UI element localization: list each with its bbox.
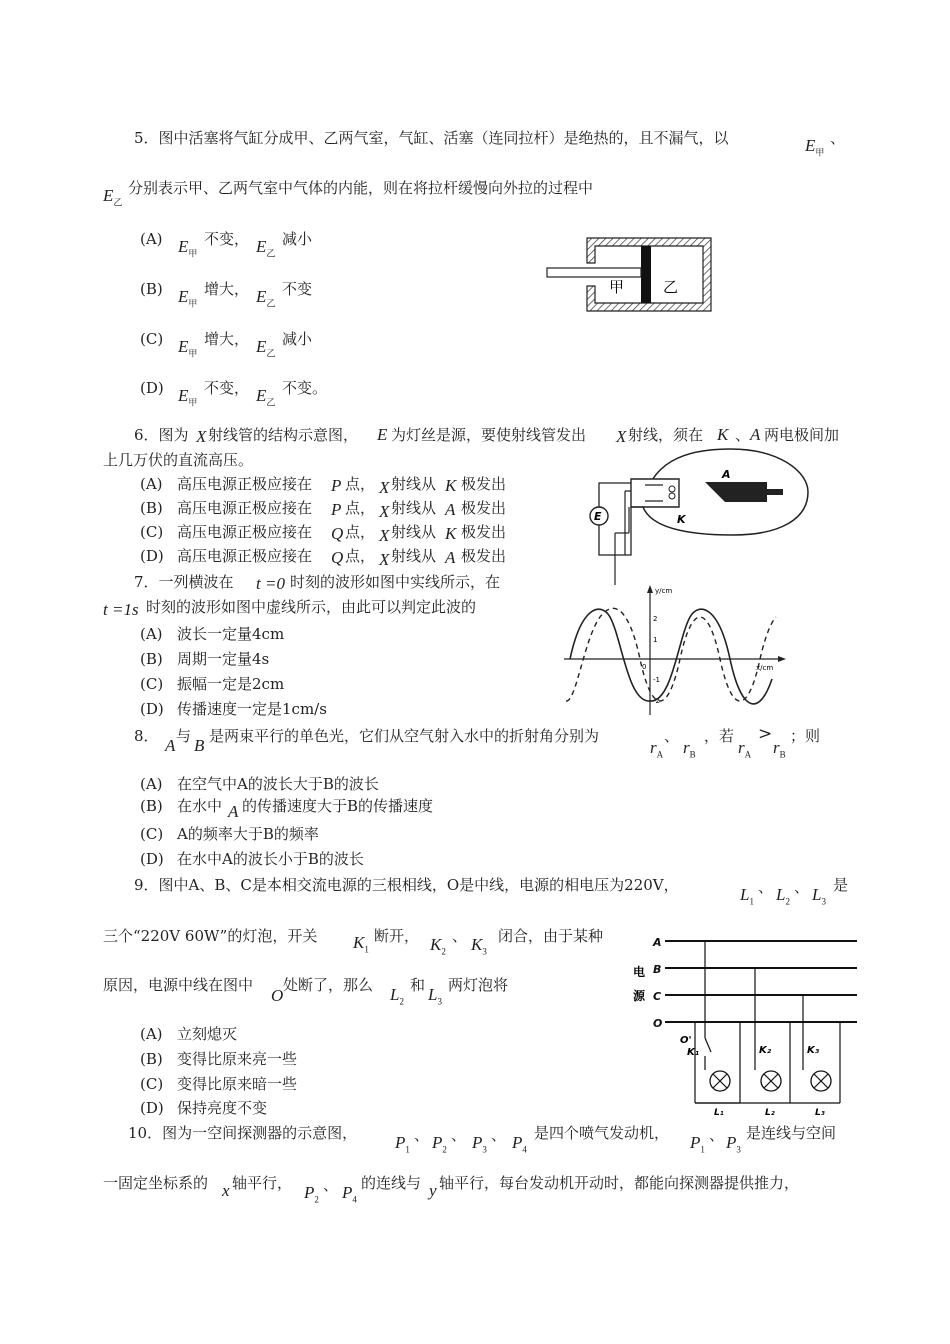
q9-stem-text: 闭合，由于某种 <box>498 927 604 945</box>
q9-var-k1: $K_1$ <box>353 933 369 955</box>
q6-stem-text: 射线，须在 <box>628 426 704 444</box>
q9-stem-text: 9．图中A、B、C是本相交流电源的三根相线，O是中线，电源的相电压为220V， <box>134 876 679 894</box>
option-text: 点， <box>345 547 376 565</box>
q10-var-p3: $P_3$ <box>726 1133 741 1155</box>
option-label: (C) <box>140 675 164 693</box>
q10-var-p3: $P_3$ <box>472 1133 487 1155</box>
q7-stem-text: 7．一列横波在 <box>134 573 234 591</box>
var-point: Q <box>331 548 344 567</box>
q5-stem-line1: 5．图中活塞将气缸分成甲、乙两气室，气缸、活塞（连同拉杆）是绝热的，且不漏气，以 <box>134 129 729 147</box>
option-text: 周期一定量4s <box>177 650 270 668</box>
q7-var-t1: t =1s <box>103 600 139 619</box>
option-text: 传播速度一定是1cm/s <box>177 700 327 718</box>
option-text: A的频率大于B的频率 <box>177 825 319 843</box>
option-text: 极发出 <box>461 499 507 517</box>
q6-sep: 、 <box>735 426 751 444</box>
source-label-1: 电 <box>633 965 646 979</box>
option-text: 在水中 <box>177 797 223 815</box>
option-text: 振幅一定是2cm <box>177 675 285 693</box>
q8-stem-text: 8． <box>134 727 159 745</box>
q5-fig-label-jia: 甲 <box>609 278 625 296</box>
option-text: 射线从 <box>391 523 437 541</box>
line-label-c: C <box>653 990 662 1003</box>
var-e-jia: $E_甲$ <box>178 287 198 309</box>
option-text: 点， <box>345 475 376 493</box>
q6-stem-text: 射线管的结构示意图， <box>208 426 359 444</box>
y-axis-label: y/cm <box>655 587 673 595</box>
switch-k2-label: K₂ <box>759 1045 772 1056</box>
q8-stem-text: ；则 <box>790 727 821 745</box>
var-e-jia: $E_甲$ <box>178 237 198 259</box>
option-text: 增大， <box>204 330 250 348</box>
option-text: 高压电源正极应接在 <box>177 475 313 493</box>
q9-stem-text: 三个“220V 60W”的灯泡，开关 <box>103 927 318 945</box>
q10-stem-text: 一固定坐标系的 <box>103 1174 209 1192</box>
q10-stem-text: 10．图为一空间探测器的示意图， <box>128 1124 358 1142</box>
q10-stem-text: 是四个喷气发动机， <box>534 1124 670 1142</box>
q9-var-l3: $L_3$ <box>428 985 442 1007</box>
q6-stem-text: 6．图为 <box>134 426 189 444</box>
q6-fig-label-e: E <box>594 510 602 523</box>
option-label: (C) <box>140 330 164 348</box>
option-text: 射线从 <box>391 547 437 565</box>
option-text: 减小 <box>282 230 313 248</box>
var-electrode: K <box>445 524 457 543</box>
q5-sep: 、 <box>830 129 846 147</box>
var-e-yi: $E_乙$ <box>256 287 276 309</box>
line-label-a: A <box>653 936 662 949</box>
var-e-yi: $E_乙$ <box>256 337 276 359</box>
q10-sep: 、 <box>709 1126 725 1144</box>
q10-stem-text: 的连线与 <box>361 1174 422 1192</box>
q5-fig-label-yi: 乙 <box>663 278 679 296</box>
option-text: 不变， <box>204 379 250 397</box>
q10-sep: 、 <box>491 1126 507 1144</box>
x-axis-label: x/cm <box>756 664 774 672</box>
option-text: 的传播速度大于B的传播速度 <box>242 797 434 815</box>
var-point: P <box>331 476 342 495</box>
option-text: 在空气中A的波长大于B的波长 <box>177 775 379 793</box>
option-text: 射线从 <box>391 499 437 517</box>
q9-stem-text: 是 <box>833 876 849 894</box>
q10-var-p2: $P_2$ <box>304 1183 319 1205</box>
q8-var-rb: $r_B$ <box>773 738 786 760</box>
q8-stem-text: ，若 <box>704 727 735 745</box>
q9-var-l2: $L_2$ <box>390 985 404 1007</box>
var-point: P <box>331 500 342 519</box>
var-x: X <box>379 526 390 545</box>
q6-stem-text: 为灯丝是源，要使射线管发出 <box>391 426 587 444</box>
q8-stem-text: 是两束平行的单色光，它们从空气射入水中的折射角分别为 <box>209 727 600 745</box>
q9-sep: 、 <box>794 878 810 896</box>
var-e-yi: $E_乙$ <box>256 237 276 259</box>
var-x: X <box>379 550 390 569</box>
var-electrode: A <box>445 500 456 519</box>
q7-stem-text: 时刻的波形如图中实线所示，在 <box>290 573 501 591</box>
origin-label: 0 <box>642 663 647 671</box>
q5-cylinder-figure <box>545 235 715 315</box>
q9-stem-text: 原因，电源中线在图中 <box>103 976 254 994</box>
option-text: 不变。 <box>282 379 328 397</box>
tick-label: 2 <box>653 615 658 623</box>
option-label: (B) <box>140 797 163 815</box>
option-label: (D) <box>140 547 164 565</box>
option-text: 立刻熄灭 <box>177 1025 238 1043</box>
q10-var-y: y <box>429 1181 437 1200</box>
q10-var-p1: $P_1$ <box>690 1133 705 1155</box>
q10-var-p2: $P_2$ <box>432 1133 447 1155</box>
q9-var-o: O <box>271 986 284 1005</box>
option-label: (A) <box>140 1025 163 1043</box>
option-text: 点， <box>345 523 376 541</box>
var-x: X <box>379 502 390 521</box>
q10-stem-text: 轴平行， <box>232 1174 293 1192</box>
q9-circuit-figure <box>625 928 860 1120</box>
line-label-b: B <box>653 963 662 976</box>
q9-var-k2: $K_2$ <box>430 935 446 957</box>
q6-var-e: E <box>377 425 388 444</box>
q8-var-b: B <box>194 736 205 755</box>
q8-gt: > <box>758 724 773 744</box>
q10-stem-text: 轴平行，每台发动机开动时，都能向探测器提供推力， <box>439 1174 800 1192</box>
q6-var-a: A <box>750 425 761 444</box>
wave-solid <box>570 609 772 704</box>
option-label: (A) <box>140 475 163 493</box>
q9-stem-text: 处断了，那么 <box>283 976 374 994</box>
oprime-label: O' <box>680 1035 692 1046</box>
q6-var-x: X <box>616 427 627 446</box>
option-text: 高压电源正极应接在 <box>177 547 313 565</box>
var-e-jia: $E_甲$ <box>178 386 198 408</box>
var-e-yi: $E_乙$ <box>256 386 276 408</box>
option-label: (B) <box>140 499 163 517</box>
q6-var-k: K <box>717 425 729 444</box>
q10-var-x: x <box>222 1181 230 1200</box>
tick-label: 1 <box>653 636 658 644</box>
option-label: (C) <box>140 1075 164 1093</box>
q5-var-E-jia: $E_甲$ <box>805 136 825 158</box>
option-label: (A) <box>140 625 163 643</box>
q6-var-x: X <box>196 427 207 446</box>
q8-var-rb: $r_B$ <box>683 738 696 760</box>
q8-sep: 、 <box>664 727 680 745</box>
option-text: 不变 <box>282 280 313 298</box>
var-electrode: K <box>445 476 457 495</box>
q10-var-p4: $P_4$ <box>512 1133 527 1155</box>
option-text: 在水中A的波长小于B的波长 <box>177 850 364 868</box>
q7-var-t0: t =0 <box>256 574 285 593</box>
q9-sep: 、 <box>758 878 774 896</box>
option-text: 极发出 <box>461 547 507 565</box>
option-text: 极发出 <box>461 523 507 541</box>
option-label: (C) <box>140 523 164 541</box>
q10-sep: 、 <box>451 1126 467 1144</box>
q10-stem-text: 是连线与空间 <box>746 1124 837 1142</box>
option-label: (A) <box>140 775 163 793</box>
option-text: 减小 <box>282 330 313 348</box>
switch-k3-label: K₃ <box>807 1045 820 1056</box>
option-text: 点， <box>345 499 376 517</box>
option-label: (D) <box>140 379 164 397</box>
lamp-l3-label: L₃ <box>815 1108 825 1118</box>
q10-var-p4: $P_4$ <box>342 1183 357 1205</box>
option-text: 不变， <box>204 230 250 248</box>
option-text: 高压电源正极应接在 <box>177 523 313 541</box>
option-label: (D) <box>140 1099 164 1117</box>
option-text: 增大， <box>204 280 250 298</box>
lamp-l1-label: L₁ <box>714 1108 724 1118</box>
option-label: (B) <box>140 650 163 668</box>
option-label: (B) <box>140 280 163 298</box>
q6-fig-label-k: K <box>677 513 686 526</box>
line-label-o: O <box>653 1017 663 1030</box>
q9-sep: 、 <box>452 927 468 945</box>
option-text: 高压电源正极应接在 <box>177 499 313 517</box>
q6-xray-tube-figure <box>585 447 815 587</box>
q9-stem-text: 两灯泡将 <box>448 976 509 994</box>
q6-stem-line2: 上几万伏的直流高压。 <box>103 451 254 469</box>
q9-var-k3: $K_3$ <box>471 935 487 957</box>
var-a: A <box>228 802 239 821</box>
switch-k1-label: K₁ <box>687 1047 700 1058</box>
q9-stem-text: 断开， <box>374 927 420 945</box>
option-text: 射线从 <box>391 475 437 493</box>
q10-sep: 、 <box>414 1126 430 1144</box>
q10-var-p1: $P_1$ <box>395 1133 410 1155</box>
var-x: X <box>379 478 390 497</box>
option-label: (A) <box>140 230 163 248</box>
var-e-jia: $E_甲$ <box>178 337 198 359</box>
q5-stem-line2: 分别表示甲、乙两气室中气体的内能，则在将拉杆缓慢向外拉的过程中 <box>128 179 594 197</box>
q9-var-l1: $L_1$ <box>740 885 754 907</box>
option-text: 极发出 <box>461 475 507 493</box>
source-label-2: 源 <box>633 989 646 1003</box>
wave-dashed <box>566 608 776 701</box>
q9-stem-text: 和 <box>410 976 426 994</box>
q6-fig-label-a: A <box>722 468 731 481</box>
var-point: Q <box>331 524 344 543</box>
q9-var-l2: $L_2$ <box>776 885 790 907</box>
var-electrode: A <box>445 548 456 567</box>
q9-var-l3: $L_3$ <box>812 885 826 907</box>
q8-var-a: A <box>165 736 176 755</box>
q7-stem-text: 时刻的波形如图中虚线所示，由此可以判定此波的 <box>146 598 477 616</box>
option-text: 变得比原来暗一些 <box>177 1075 298 1093</box>
option-label: (D) <box>140 700 164 718</box>
q7-wave-figure <box>560 583 790 718</box>
q10-sep: 、 <box>323 1176 339 1194</box>
option-text: 变得比原来亮一些 <box>177 1050 298 1068</box>
tick-label: -1 <box>653 676 660 684</box>
option-label: (C) <box>140 825 164 843</box>
option-label: (B) <box>140 1050 163 1068</box>
tick-label: -2 <box>653 697 660 705</box>
q8-var-ra: $r_A$ <box>650 738 664 760</box>
q5-var-E-yi: $E_乙$ <box>103 186 123 208</box>
q6-stem-text: 两电极间加 <box>764 426 840 444</box>
q8-var-ra: $r_A$ <box>738 738 752 760</box>
option-text: 保持亮度不变 <box>177 1099 268 1117</box>
lamp-l2-label: L₂ <box>765 1108 775 1118</box>
option-text: 波长一定量4cm <box>177 625 285 643</box>
q8-stem-text: 与 <box>176 727 192 745</box>
option-label: (D) <box>140 850 164 868</box>
